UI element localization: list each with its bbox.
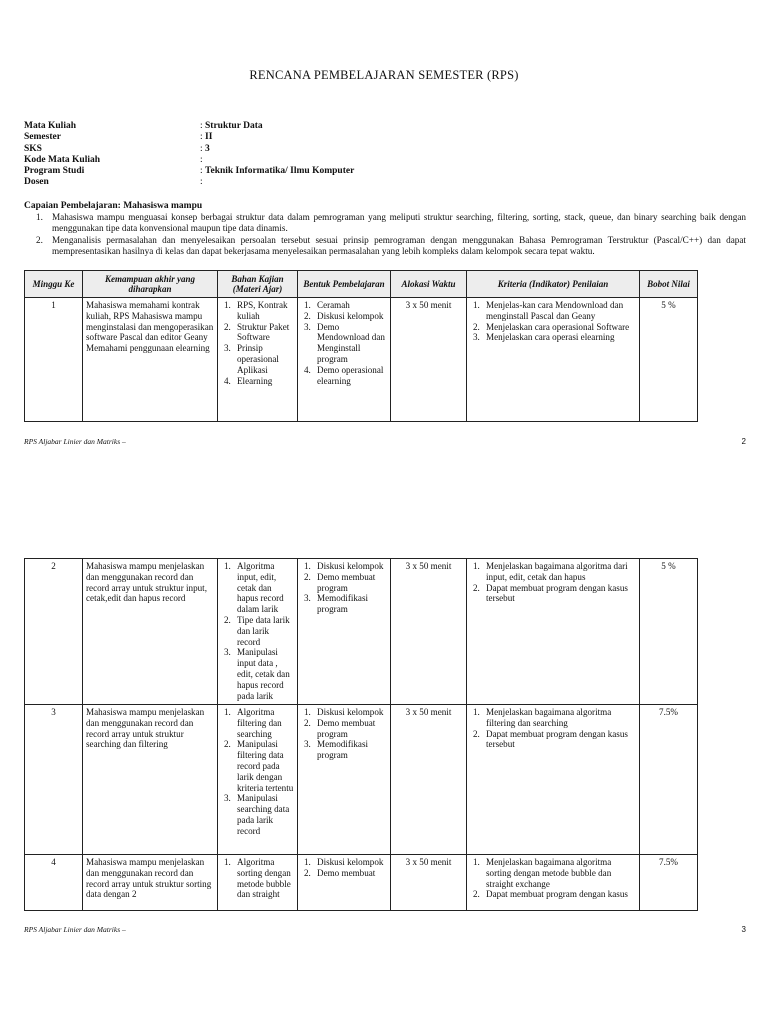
- cell-alokasi: 3 x 50 menit: [391, 298, 467, 422]
- list-item-text: Diskusi kelompok: [317, 561, 384, 571]
- list-item: 2. Demo membuat program: [304, 717, 376, 739]
- list-item: 1. Menjelaskan bagaimana algoritma filtering dan searching: [473, 707, 612, 728]
- cell-kemampuan: [83, 855, 218, 911]
- list-item: 2. Dapat membuat program dengan kasus tersebut: [473, 728, 628, 750]
- list-item: 4. Demo operasional elearning: [304, 364, 384, 386]
- info-value: : Struktur Data: [200, 121, 263, 132]
- list-item: 1. Diskusi kelompok: [304, 561, 384, 571]
- cell-alokasi: 3 x 50 menit: [391, 705, 467, 855]
- list-item: 3. Menjelaskan cara operasi elearning: [473, 332, 615, 343]
- list-item-text: Manipulasi searching data pada larik record: [237, 793, 290, 836]
- info-row-kode: [24, 155, 424, 166]
- list-item-text: Memodifikasi program: [317, 739, 369, 761]
- info-row-semester: [24, 132, 424, 143]
- numbered-list: [221, 707, 294, 837]
- cell-bahan: [218, 855, 298, 911]
- info-value: : Teknik Informatika/ Ilmu Komputer: [200, 166, 354, 177]
- column-header: Bobot Nilai: [640, 271, 698, 298]
- cell-kriteria: [467, 298, 640, 422]
- cell-bahan: [218, 298, 298, 422]
- table-row: [25, 705, 698, 855]
- page-title: RENCANA PEMBELAJARAN SEMESTER (RPS): [249, 68, 519, 82]
- cell-bobot: 5 %: [640, 298, 698, 422]
- cpl-item: 2. Menganalisis permasalahan dan menyelesaikan persoalan tersebut sesuai prinsip pemrograman dengan menggunakan Bahasa Pemrograman Terstruktur (Pascal/C++) dan dapat mempresentasikan hasilnya di kelas dan dapat bekerjasama menyelesaikan permasalahan yang lebih kompleks dalam kelompok secara tepat waktu.: [36, 235, 746, 256]
- column-header: Bahan Kajian (Materi Ajar): [218, 271, 298, 298]
- numbered-list: [470, 300, 636, 343]
- list-item-text: Demo membuat program: [317, 571, 376, 593]
- numbered-list: [301, 561, 387, 615]
- list-item-text: Dapat membuat program dengan kasus tersebut: [486, 728, 628, 750]
- list-item: 1. Menjelaskan bagaimana algoritma dari input, edit, cetak dan hapus: [473, 561, 628, 582]
- info-label: Mata Kuliah: [24, 121, 76, 131]
- list-item-text: Menjelaskan cara operasional Software: [486, 321, 630, 332]
- cpl-item-text: Mahasiswa mampu menguasai konsep berbagai struktur data dalam pemrograman yang meliputi struktur searching, filtering, sorting, stack, queue, dan binary searching baik dengan menggunakan tipe data konvensional maupun tipe data dinamis.: [52, 212, 746, 233]
- cell-line: Mahasiswa memahami kontrak kuliah, RPS Mahasiswa mampu menginstalasi dan mengoperasikan software Pascal dan editor Geany: [86, 300, 214, 343]
- cell-alokasi: 3 x 50 menit: [391, 559, 467, 705]
- list-item: 2. Menjelaskan cara operasional Software: [473, 321, 630, 332]
- list-item-text: Diskusi kelompok: [317, 707, 384, 717]
- list-item: 2. Manipulasi filtering data record pada larik dengan kriteria tertentu: [224, 739, 294, 793]
- numbered-list: [301, 300, 387, 386]
- list-item-text: Menjelaskan bagaimana algoritma dari input, edit, cetak dan hapus: [486, 561, 628, 582]
- list-item: 2. Diskusi kelompok: [304, 310, 384, 321]
- list-item-text: Demo membuat: [317, 867, 376, 878]
- list-item: 2. Tipe data larik dan larik record: [224, 614, 290, 647]
- list-item: 1. Menjelas-kan cara Mendownload dan menginstall Pascal dan Geany: [473, 300, 624, 321]
- numbered-list: [221, 300, 294, 386]
- info-label: Kode Mata Kuliah: [24, 154, 101, 165]
- cell-bobot: 7.5%: [640, 705, 698, 855]
- cell-line: Mahasiswa mampu menjelaskan dan menggunakan record dan record array untuk struktur searching dan filtering: [86, 707, 205, 750]
- cell-kriteria: [467, 559, 640, 705]
- list-item: 2. Dapat membuat program dengan kasus tersebut: [473, 582, 628, 604]
- numbered-list: [470, 857, 636, 900]
- cell-kriteria: [467, 705, 640, 855]
- page-footer: [24, 437, 746, 446]
- list-item: 1. Algoritma filtering dan searching: [224, 707, 282, 739]
- table-row: [25, 855, 698, 911]
- info-value: [200, 177, 203, 188]
- numbered-list: [221, 561, 294, 701]
- info-label: Program Studi: [24, 166, 85, 177]
- numbered-list: [301, 707, 387, 761]
- info-label: SKS: [24, 143, 42, 154]
- column-header: Kriteria (Indikator) Penilaian: [467, 271, 640, 298]
- table-header-row: [25, 271, 698, 298]
- list-item-text: Prinsip operasional Aplikasi: [237, 343, 279, 375]
- list-item: 3. Prinsip operasional Aplikasi: [224, 343, 279, 375]
- list-item-text: Tipe data larik dan larik record: [237, 614, 290, 647]
- page-footer: [24, 925, 746, 934]
- info-value: [200, 155, 203, 166]
- info-row-sks: [24, 144, 424, 155]
- list-item-text: Demo membuat program: [317, 717, 376, 739]
- info-label: Dosen: [24, 177, 49, 188]
- rps-table-page-3: [24, 558, 698, 911]
- list-item: 1. Menjelaskan bagaimana algoritma sorting dengan metode bubble dan straight exchange: [473, 857, 612, 889]
- cell-week: 1: [25, 298, 83, 422]
- cell-week: 2: [25, 559, 83, 705]
- list-item-text: Struktur Paket Software: [237, 321, 290, 343]
- info-row-prodi: [24, 166, 424, 177]
- cell-alokasi: 3 x 50 menit: [391, 855, 467, 911]
- column-header: Kemampuan akhir yang diharapkan: [83, 271, 218, 298]
- cell-bobot: 5 %: [640, 559, 698, 705]
- cell-bahan: [218, 705, 298, 855]
- cell-kemampuan: [83, 705, 218, 855]
- list-item: 1. Diskusi kelompok: [304, 707, 384, 717]
- cell-bobot: 7.5%: [640, 855, 698, 911]
- list-item-text: Menjelaskan bagaimana algoritma filtering dan searching: [486, 707, 612, 728]
- list-item: 1. Algoritma input, edit, cetak dan hapus record dalam larik: [224, 561, 284, 615]
- list-item: 3. Demo Mendownload dan Menginstall program: [304, 321, 385, 364]
- list-item-text: Dapat membuat program dengan kasus tersebut: [486, 582, 628, 604]
- list-item: 2. Demo membuat program: [304, 571, 376, 593]
- list-item-text: Demo Mendownload dan Menginstall program: [317, 321, 385, 364]
- list-item: 3. Memodifikasi program: [304, 593, 369, 615]
- cell-kriteria: [467, 855, 640, 911]
- numbered-list: [470, 561, 636, 604]
- list-item: 1. RPS, Kontrak kuliah: [224, 300, 288, 321]
- list-item: 2. Demo membuat: [304, 867, 376, 878]
- info-value: : 3: [200, 144, 210, 155]
- list-item: 1. Diskusi kelompok: [304, 857, 384, 867]
- cell-kemampuan: [83, 559, 218, 705]
- list-item: 3. Memodifikasi program: [304, 739, 369, 761]
- info-row-dosen: [24, 177, 424, 188]
- list-item-text: Algoritma filtering dan searching: [237, 707, 282, 739]
- cpl-title: Capaian Pembelajaran: Mahasiswa mampu: [24, 201, 203, 211]
- cell-bahan: [218, 559, 298, 705]
- list-item-text: Manipulasi filtering data record pada larik dengan kriteria tertentu: [237, 739, 294, 793]
- list-item-text: Ceramah: [317, 300, 350, 310]
- list-item-text: Manipulasi input data , edit, cetak dan hapus record pada larik: [237, 647, 290, 701]
- list-item-text: Diskusi kelompok: [317, 857, 384, 867]
- info-row-mata-kuliah: [24, 121, 424, 132]
- list-item-text: Dapat membuat program dengan kasus: [486, 889, 628, 900]
- cell-kemampuan: [83, 298, 218, 422]
- column-header: Alokasi Waktu: [391, 271, 467, 298]
- footer-text: RPS Aljabar Linier dan Matriks –: [24, 925, 126, 934]
- cpl-item-text: Menganalisis permasalahan dan menyelesaikan persoalan tersebut sesuai prinsip pemrograman dengan menggunakan Bahasa Pemrograman Terstruktur (Pascal/C++) dan dapat mempresentasikan hasilnya di kelas dan dapat bekerjasama menyelesaikan permasalahan yang lebih kompleks dalam kelompok secara tepat waktu.: [52, 235, 746, 256]
- numbered-list: [221, 857, 294, 900]
- numbered-list: [470, 707, 636, 750]
- table-row: [25, 559, 698, 705]
- page-number: 3: [741, 925, 746, 934]
- numbered-list: [301, 857, 387, 879]
- info-label: Semester: [24, 132, 61, 143]
- cell-week: 4: [25, 855, 83, 911]
- list-item: 1. Ceramah: [304, 300, 350, 310]
- list-item: 1. Algoritma sorting dengan metode bubble dan straight: [224, 857, 291, 900]
- column-header: Minggu Ke: [25, 271, 83, 298]
- cell-bentuk: [298, 705, 391, 855]
- cpl-item: 1. Mahasiswa mampu menguasai konsep berbagai struktur data dalam pemrograman yang meliputi struktur searching, filtering, sorting, stack, queue, dan binary searching baik dengan menggunakan tipe data konvensional maupun tipe data dinamis.: [36, 212, 746, 233]
- list-item-text: Menjelas-kan cara Mendownload dan menginstall Pascal dan Geany: [486, 300, 624, 321]
- list-item: 3. Manipulasi searching data pada larik record: [224, 793, 290, 836]
- cell-line: Mahasiswa mampu menjelaskan dan menggunakan record dan record array untuk struktur sorting data dengan 2: [86, 857, 212, 900]
- list-item: 2. Dapat membuat program dengan kasus: [473, 889, 628, 900]
- list-item-text: Elearning: [237, 375, 273, 386]
- list-item-text: Menjelaskan cara operasi elearning: [486, 332, 615, 343]
- info-value: : II: [200, 132, 212, 143]
- course-info: [24, 121, 424, 189]
- list-item-text: Diskusi kelompok: [317, 310, 384, 321]
- list-item-text: RPS, Kontrak kuliah: [237, 300, 288, 321]
- list-item-text: Algoritma sorting dengan metode bubble dan straight: [237, 857, 291, 900]
- list-item: 4. Elearning: [224, 375, 273, 386]
- list-item-text: Memodifikasi program: [317, 593, 369, 615]
- list-item-text: Menjelaskan bagaimana algoritma sorting dengan metode bubble dan straight exchange: [486, 857, 612, 889]
- list-item: 3. Manipulasi input data , edit, cetak dan hapus record pada larik: [224, 647, 290, 701]
- cell-bentuk: [298, 298, 391, 422]
- cell-week: 3: [25, 705, 83, 855]
- cell-bentuk: [298, 855, 391, 911]
- rps-table-page-2: [24, 270, 698, 422]
- list-item-text: Algoritma input, edit, cetak dan hapus record dalam larik: [237, 561, 284, 615]
- cpl-list: [24, 212, 746, 258]
- list-item-text: Demo operasional elearning: [317, 364, 384, 386]
- table-row: [25, 298, 698, 422]
- page-number: 2: [741, 437, 746, 446]
- cell-line: Memahami penggunaan elearning: [86, 343, 210, 354]
- footer-text: RPS Aljabar Linier dan Matriks –: [24, 437, 126, 446]
- cell-line: Mahasiswa mampu menjelaskan dan menggunakan record dan record array untuk struktur input, cetak,edit dan hapus record: [86, 561, 207, 604]
- list-item: 2. Struktur Paket Software: [224, 321, 290, 343]
- cell-bentuk: [298, 559, 391, 705]
- column-header: Bentuk Pembelajaran: [298, 271, 391, 298]
